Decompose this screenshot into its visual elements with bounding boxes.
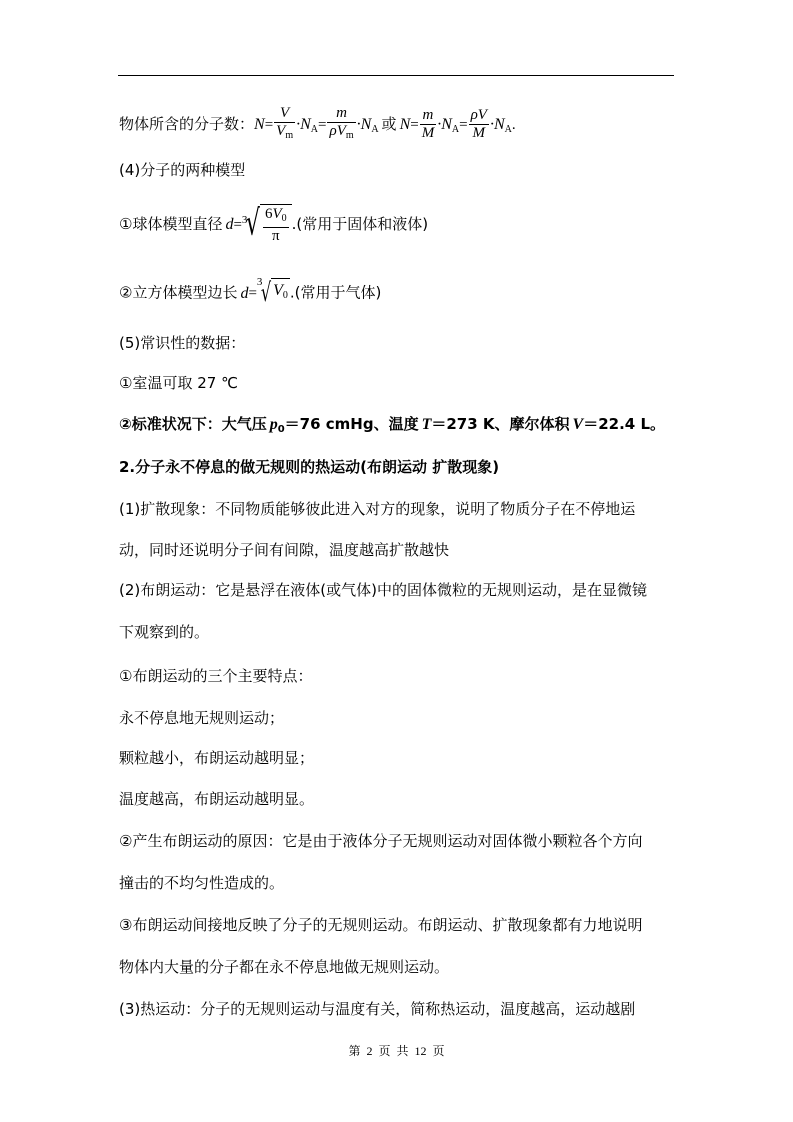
sphere-model-line: ①球体模型直径 d= 3 √ $\frac{6V_0}{\pi}$ .(常用于固体和液体): [119, 203, 429, 244]
fraction-6v0-over-pi: $\frac{6V_0}{\pi}$: [264, 206, 287, 244]
cube-model-line: ②立方体模型边长 d= 3 √ $V_0$ .(常用于气体): [119, 276, 382, 308]
header-rule: [118, 75, 674, 76]
standard-conditions: ②标准状况下：大气压 $p_0=76$ cmHg、温度 T＝273 K、摩尔体积 V＝22.4 L。: [119, 415, 666, 435]
section-5-title: (5)常识性的数据：: [119, 334, 246, 352]
paragraph-line: 下观察到的。: [119, 623, 210, 641]
list-item: 颗粒越小，布朗运动越明显；: [119, 749, 315, 767]
paragraph-line: (3)热运动：分子的无规则运动与温度有关，简称热运动，温度越高，运动越剧: [119, 1000, 636, 1018]
paragraph-line: 撞击的不均匀性造成的。: [119, 874, 285, 892]
section-2-heading: 2.分子永不停息的做无规则的热运动(布朗运动 扩散现象): [119, 458, 500, 476]
fraction-rhov-over-M: $\frac{\rho V}{M}$: [470, 107, 487, 141]
fraction-m-over-M: $\frac{m}{M}$: [421, 107, 435, 141]
cube-root-sign: 3 √ $\frac{6V_0}{\pi}$: [242, 204, 292, 245]
fraction-m-over-rhovm: $\frac{m}{\rho V_m}$: [327, 105, 355, 144]
fraction-v-over-vm: $\frac{V}{V_m}$: [274, 105, 295, 144]
cube-root-sign: 3 √ $V_0$: [256, 276, 288, 308]
paragraph-line: (2)布朗运动：它是悬浮在液体(或气体)中的固体微粒的无规则运动，是在显微镜: [119, 581, 647, 599]
paragraph-line: ①布朗运动的三个主要特点：: [119, 667, 313, 685]
room-temperature: ①室温可取 27 ℃: [119, 374, 238, 392]
paragraph-line: 物体内大量的分子都在永不停息地做无规则运动。: [119, 958, 450, 976]
page-footer: 第 2 页 共 12 页: [348, 1044, 445, 1058]
paragraph-line: (1)扩散现象：不同物质能够彼此进入对方的现象，说明了物质分子在不停地运: [119, 500, 636, 518]
paragraph-line: ②产生布朗运动的原因：它是由于液体分子无规则运动对固体微小颗粒各个方向: [119, 832, 643, 850]
paragraph-line: 动，同时还说明分子间有间隙，温度越高扩散越快: [119, 541, 450, 559]
formula-label: 物体所含的分子数：: [119, 115, 255, 133]
list-item: 温度越高，布朗运动越明显。: [119, 790, 315, 808]
paragraph-line: ③布朗运动间接地反映了分子的无规则运动。布朗运动、扩散现象都有力地说明: [119, 916, 643, 934]
molecule-count-formula: 物体所含的分子数：N= $\frac{V}{V_m}$ $\cdot N_A=$ $\frac{m}{\rho V_m}$ $\cdot N_A$ 或 N= $\frac{m}{M}$ $\cdot N_A=$ $\frac{\rho V}{M}$ $\cdot N_A$.: [119, 104, 516, 150]
section-4-title: (4)分子的两种模型: [119, 161, 246, 179]
list-item: 永不停息地无规则运动；: [119, 709, 285, 727]
